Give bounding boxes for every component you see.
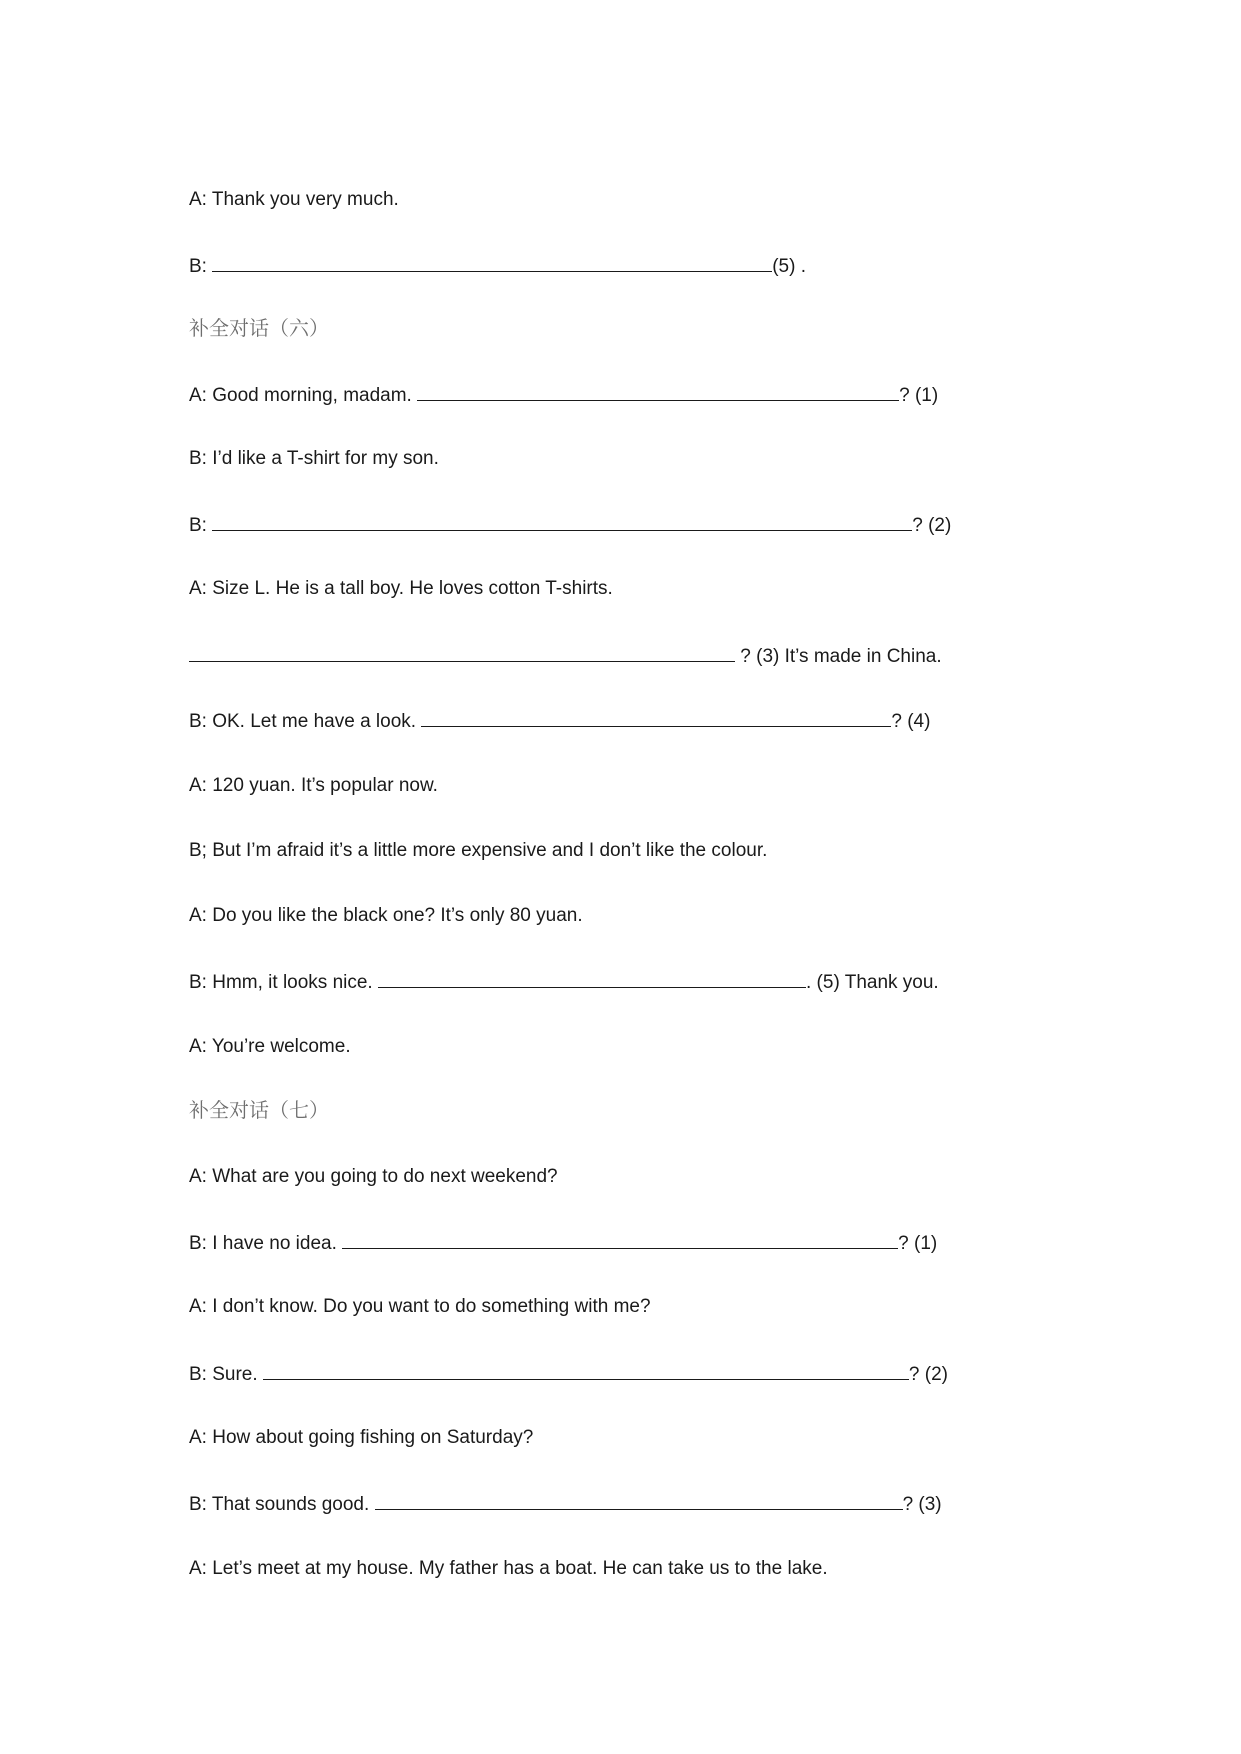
dialogue-line (189, 1295, 651, 1319)
dialogue-line (189, 447, 439, 471)
line-text: A: Let’s meet at my house. My father has a boat. He can take us to the lake. (189, 1558, 828, 1579)
line-text: . (5) Thank you. (806, 972, 939, 993)
blank-number: ? (2) (912, 515, 952, 536)
line-text: B: Sure. (189, 1364, 263, 1385)
section-heading (189, 316, 329, 340)
dialogue-line (189, 1035, 351, 1059)
line-text: A: What are you going to do next weekend? (189, 1166, 558, 1187)
line-text: A: Size L. He is a tall boy. He loves cotton T-shirts. (189, 578, 613, 599)
dialogue-line (189, 577, 613, 601)
dialogue-line (189, 839, 767, 863)
heading-text: 补全对话（六） (189, 316, 329, 340)
speaker-label: B: (189, 515, 213, 536)
heading-text: 补全对话（七） (189, 1098, 329, 1122)
dialogue-line (189, 1361, 948, 1387)
blank-number: ? (3) (902, 1494, 942, 1515)
line-text: ? (3) It’s made in China. (735, 646, 942, 667)
blank-number: ? (4) (891, 711, 931, 732)
line-text: A: Good morning, madam. (189, 385, 418, 406)
section-heading (189, 1098, 329, 1122)
answer-blank[interactable] (417, 382, 899, 401)
answer-blank[interactable] (263, 1361, 909, 1380)
dialogue-line (189, 253, 806, 279)
dialogue-line (189, 1491, 942, 1517)
answer-blank[interactable] (189, 643, 735, 662)
dialogue-line (189, 969, 939, 995)
answer-blank[interactable] (212, 512, 912, 531)
dialogue-line (189, 1165, 558, 1189)
dialogue-line (189, 774, 438, 798)
dialogue-line (189, 382, 938, 408)
dialogue-line (189, 188, 399, 212)
line-text: B: OK. Let me have a look. (189, 711, 422, 732)
line-text: B: I’d like a T-shirt for my son. (189, 448, 439, 469)
blank-number: ? (1) (899, 385, 939, 406)
speaker-label: B: (189, 256, 213, 277)
blank-number: ? (2) (908, 1364, 948, 1385)
line-text: A: Do you like the black one? It’s only 80 yuan. (189, 905, 583, 926)
answer-blank[interactable] (375, 1491, 903, 1510)
line-text: A: Thank you very much. (189, 189, 399, 210)
dialogue-line (189, 904, 583, 928)
line-text: A: I don’t know. Do you want to do something with me? (189, 1296, 651, 1317)
line-text: B: That sounds good. (189, 1494, 375, 1515)
line-text: A: You’re welcome. (189, 1036, 351, 1057)
line-text: B: I have no idea. (189, 1233, 343, 1254)
dialogue-line (189, 512, 951, 538)
blank-number: (5) . (772, 256, 807, 277)
dialogue-line (189, 1230, 937, 1256)
dialogue-line (189, 1557, 828, 1581)
blank-number: ? (1) (898, 1233, 938, 1254)
answer-blank[interactable] (342, 1230, 898, 1249)
answer-blank[interactable] (378, 969, 806, 988)
dialogue-line (189, 708, 930, 734)
line-text: B: Hmm, it looks nice. (189, 972, 378, 993)
line-text: B; But I’m afraid it’s a little more expensive and I don’t like the colour. (189, 840, 768, 861)
dialogue-line (189, 1426, 533, 1450)
answer-blank[interactable] (421, 708, 891, 727)
dialogue-line (189, 643, 942, 669)
line-text: A: How about going fishing on Saturday? (189, 1427, 534, 1448)
answer-blank[interactable] (212, 253, 772, 272)
line-text: A: 120 yuan. It’s popular now. (189, 775, 438, 796)
